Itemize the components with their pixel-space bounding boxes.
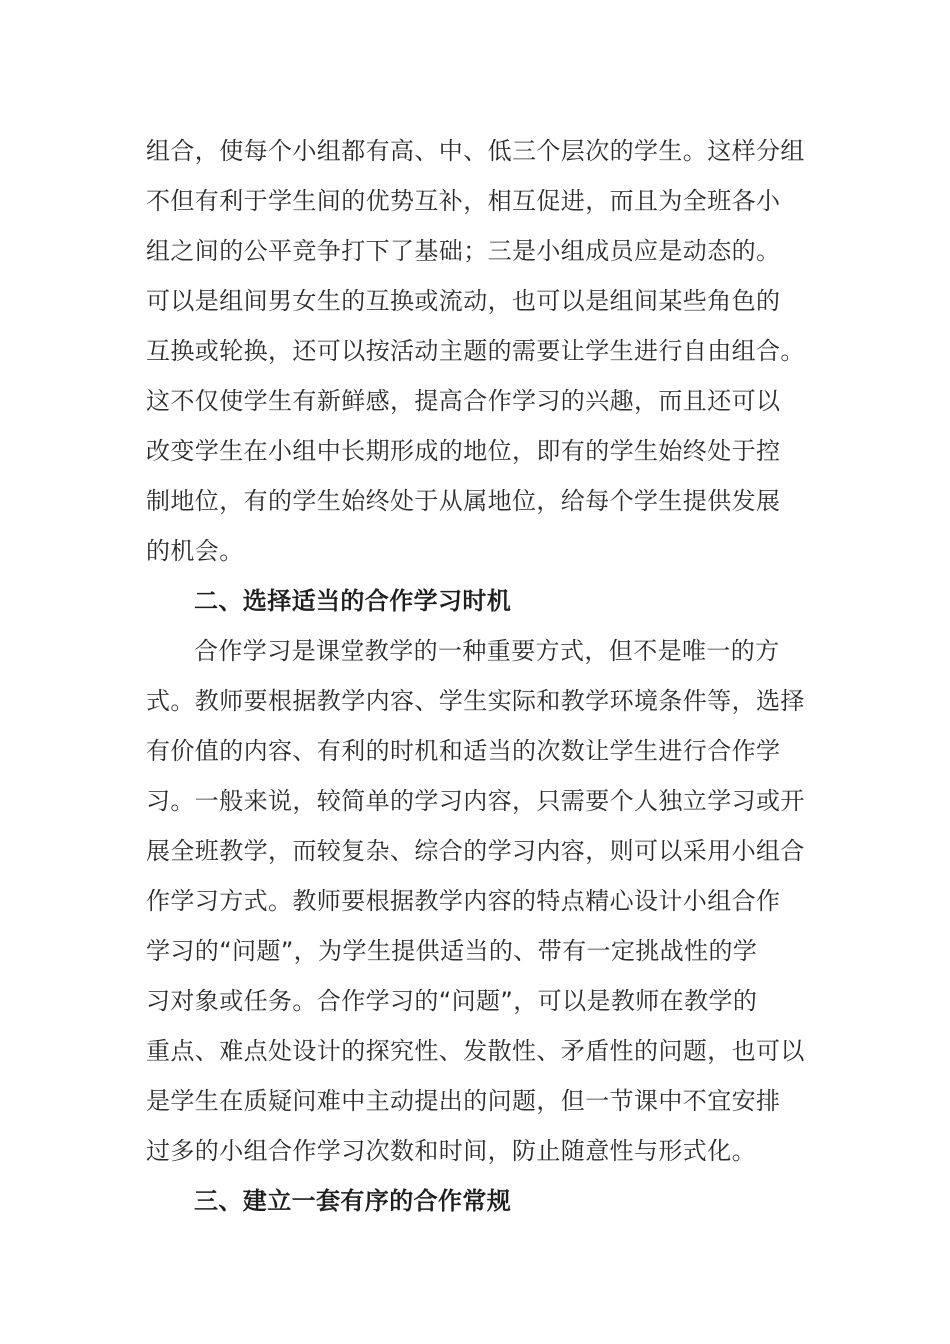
text-line: 学习的“问题”，为学生提供适当的、带有一定挑战性的学 bbox=[146, 937, 758, 965]
text-line: 作学习方式。教师要根据教学内容的特点精心设计小组合作 bbox=[146, 887, 781, 915]
text-line: 合作学习是课堂教学的一种重要方式，但不是唯一的方 bbox=[194, 637, 780, 665]
text-line: 是学生在质疑问难中主动提出的问题，但一节课中不宜安排 bbox=[146, 1087, 781, 1115]
section-heading: 三、建立一套有序的合作常规 bbox=[194, 1187, 512, 1215]
text-line: 过多的小组合作学习次数和时间，防止随意性与形式化。 bbox=[146, 1137, 756, 1165]
text-line: 可以是组间男女生的互换或流动，也可以是组间某些角色的 bbox=[146, 287, 781, 315]
text-line: 这不仅使学生有新鲜感，提高合作学习的兴趣，而且还可以 bbox=[146, 387, 781, 415]
text-line: 互换或轮换，还可以按活动主题的需要让学生进行自由组合。 bbox=[146, 337, 805, 365]
text-line: 重点、难点处设计的探究性、发散性、矛盾性的问题，也可以 bbox=[146, 1037, 805, 1065]
section-heading: 二、选择适当的合作学习时机 bbox=[194, 587, 512, 615]
text-line: 组合，使每个小组都有高、中、低三个层次的学生。这样分组 bbox=[146, 137, 805, 165]
text-line: 制地位，有的学生始终处于从属地位，给每个学生提供发展 bbox=[146, 487, 781, 515]
text-line: 习对象或任务。合作学习的“问题”，可以是教师在教学的 bbox=[146, 987, 758, 1015]
text-line: 的机会。 bbox=[146, 537, 244, 565]
text-line: 式。教师要根据教学内容、学生实际和教学环境条件等，选择 bbox=[146, 687, 805, 715]
text-line: 不但有利于学生间的优势互补，相互促进，而且为全班各小 bbox=[146, 187, 781, 215]
text-line: 有价值的内容、有利的时机和适当的次数让学生进行合作学 bbox=[146, 737, 781, 765]
text-line: 改变学生在小组中长期形成的地位，即有的学生始终处于控 bbox=[146, 437, 781, 465]
text-line: 组之间的公平竞争打下了基础；三是小组成员应是动态的。 bbox=[146, 237, 781, 265]
text-line: 习。一般来说，较简单的学习内容，只需要个人独立学习或开 bbox=[146, 787, 805, 815]
text-line: 展全班教学，而较复杂、综合的学习内容，则可以采用小组合 bbox=[146, 837, 805, 865]
